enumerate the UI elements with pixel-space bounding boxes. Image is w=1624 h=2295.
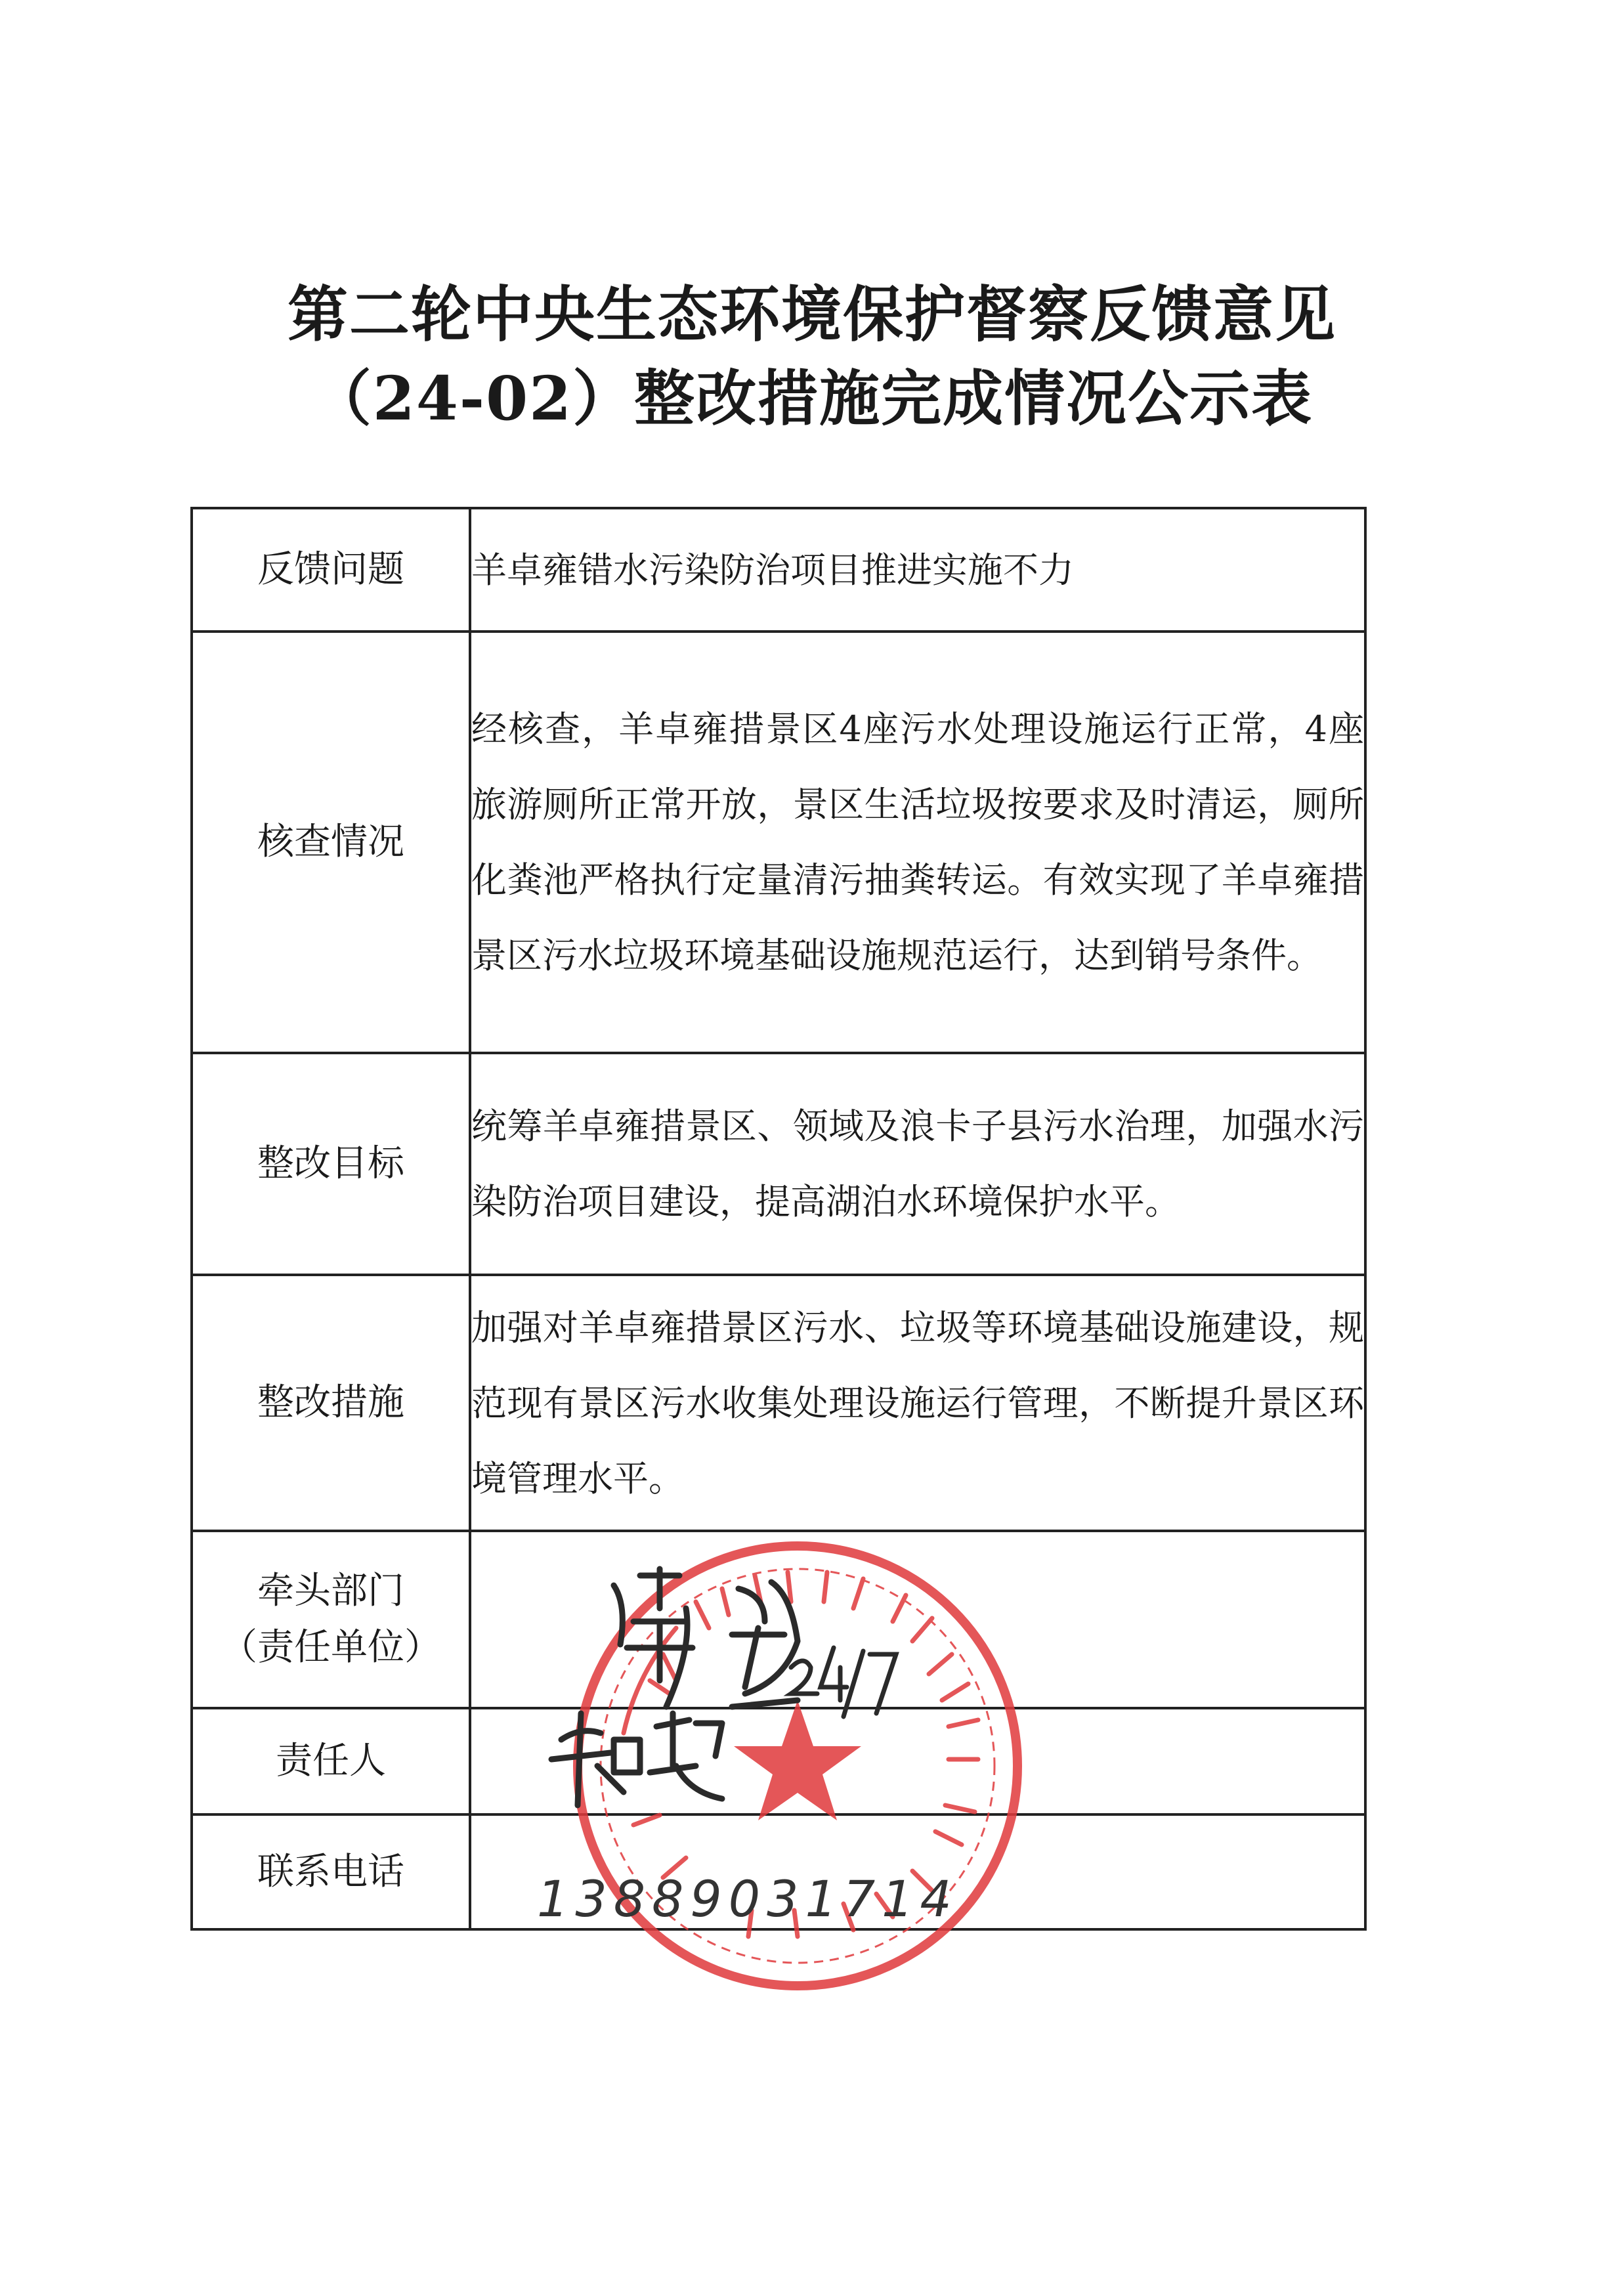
table-row bbox=[192, 1053, 1365, 1275]
row-content: 统筹羊卓雍措景区、领域及浪卡子县污水治理，加强水污染防治项目建设，提高湖泊水环境保护水平。 bbox=[470, 1053, 1365, 1275]
row-content: 加强对羊卓雍措景区污水、垃圾等环境基础设施建设，规范现有景区污水收集处理设施运行管理，不断提升景区环境管理水平。 bbox=[470, 1275, 1365, 1531]
row-label: 责任人 bbox=[192, 1708, 470, 1814]
label-line-1: 牵头部门 bbox=[257, 1570, 404, 1612]
document-title bbox=[0, 272, 1624, 440]
row-label-lead-dept bbox=[192, 1531, 470, 1708]
row-label: 整改措施 bbox=[192, 1275, 470, 1531]
title-line-2: （24-02）整改措施完成情况公示表 bbox=[310, 363, 1314, 434]
table-row bbox=[192, 1531, 1365, 1708]
title-line-1: 第二轮中央生态环境保护督察反馈意见 bbox=[287, 279, 1336, 350]
row-label: 反馈问题 bbox=[192, 508, 470, 632]
row-content bbox=[470, 1708, 1365, 1814]
table-row bbox=[192, 1708, 1365, 1814]
row-label: 整改目标 bbox=[192, 1053, 470, 1275]
table-row bbox=[192, 632, 1365, 1053]
table-row bbox=[192, 508, 1365, 632]
handwritten-phone-number: 13889031714 bbox=[537, 1870, 958, 1928]
rectification-table bbox=[190, 507, 1367, 1931]
row-label: 核查情况 bbox=[192, 632, 470, 1053]
table-row bbox=[192, 1275, 1365, 1531]
row-content: 经核查，羊卓雍措景区4座污水处理设施运行正常，4座旅游厕所正常开放，景区生活垃圾按要求及时清运，厕所化粪池严格执行定量清污抽粪转运。有效实现了羊卓雍措景区污水垃圾环境基础设施规范运行，达到销号条件。 bbox=[470, 632, 1365, 1053]
row-label: 联系电话 bbox=[192, 1814, 470, 1929]
row-content bbox=[470, 1531, 1365, 1708]
label-line-2: （责任单位） bbox=[221, 1626, 441, 1669]
row-content: 羊卓雍错水污染防治项目推进实施不力 bbox=[470, 508, 1365, 632]
